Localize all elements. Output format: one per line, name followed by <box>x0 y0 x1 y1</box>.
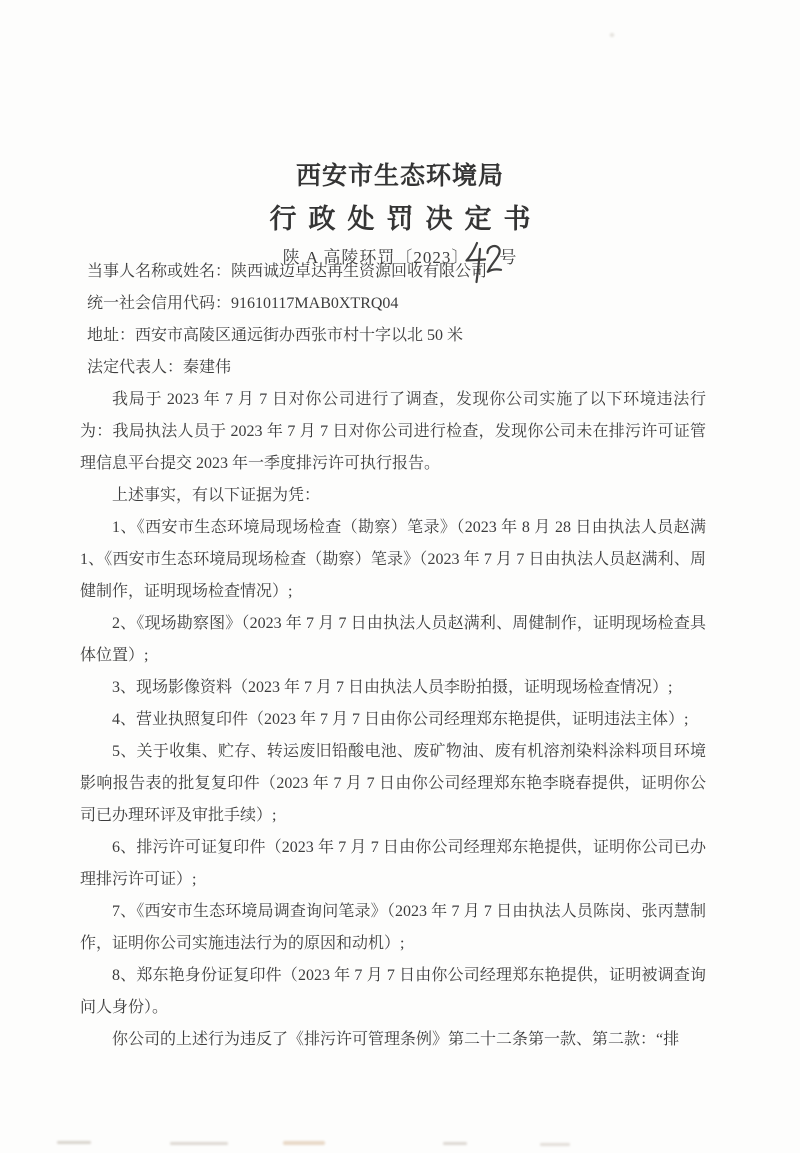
legal-representative-field <box>80 352 706 384</box>
scan-artifact <box>57 1141 91 1144</box>
field-value: 西安市高陵区通远街办西张市村十字以北 50 米 <box>135 327 464 344</box>
scan-artifact <box>540 1143 570 1146</box>
field-label: 当事人名称或姓名： <box>87 263 232 280</box>
credit-code-field <box>80 288 706 320</box>
paragraph-investigation-findings: 我局于 2023 年 7 月 7 日对你公司进行了调查，发现你公司实施了以下环境违法行为：我局执法人员于 2023 年 7 月 7 日对你公司进行检查，发现你公司未在排污许可证管理信息平台提交 2023 年一季度排污许可执行报告。 <box>80 391 706 472</box>
scan-artifact <box>443 1142 467 1145</box>
document-title: 行政处罚决定书 <box>269 204 543 234</box>
scan-artifact <box>170 1142 228 1145</box>
field-value: 陕西诚迈卓达再生资源回收有限公司 <box>231 263 488 280</box>
paragraph-violation-clause: 你公司的上述行为违反了《排污许可管理条例》第二十二条第一款、第二款：“排 <box>112 1031 680 1048</box>
field-value: 91610117MAB0XTRQ04 <box>231 295 399 312</box>
field-label: 统一社会信用代码： <box>87 295 232 312</box>
issuer-title: 西安市生态环境局 <box>295 163 504 190</box>
address-field <box>80 320 706 352</box>
evidence-item-3: 3、现场影像资料（2023 年 7 月 7 日由执法人员李盼拍摄，证明现场检查情况）; <box>112 679 673 696</box>
scan-artifact <box>283 1141 325 1145</box>
evidence-item-8: 8、郑东艳身份证复印件（2023 年 7 月 7 日由你公司经理郑东艳提供，证明被调查询问人身份）。 <box>80 967 706 1016</box>
evidence-item-2: 2、《现场勘察图》（2023 年 7 月 7 日由执法人员赵满利、周健制作，证明现场检查具体位置）; <box>80 615 706 664</box>
document-number-prefix: 陕 A 高陵环罚〔2023〕 <box>282 248 470 267</box>
paragraph-evidence-intro: 上述事实，有以下证据为凭： <box>112 487 321 504</box>
evidence-item-5: 5、关于收集、贮存、转运废旧铅酸电池、废矿物油、废有机溶剂染料涂料项目环境影响报告表的批复复印件（2023 年 7 月 7 日由你公司经理郑东艳李晓春提供，证明你公司已办理环评及审批手续）; <box>80 743 706 824</box>
document-body <box>80 256 706 1056</box>
scan-artifact <box>610 33 614 37</box>
evidence-item-4: 4、营业执照复印件（2023 年 7 月 7 日由你公司经理郑东艳提供，证明违法主体）; <box>112 711 689 728</box>
field-value: 秦建伟 <box>183 359 232 376</box>
evidence-item-6: 6、排污许可证复印件（2023 年 7 月 7 日由你公司经理郑东艳提供，证明你公司已办理排污许可证）; <box>80 839 706 888</box>
field-label: 地址： <box>87 327 136 344</box>
document-number-suffix: 号 <box>499 248 518 267</box>
evidence-item-1: 1、《西安市生态环境局现场检查（勘察）笔录》（2023 年 8 月 28 日由执法人员赵满 1、《西安市生态环境局现场检查（勘察）笔录》（2023 年 7 月 7 日由执法人员赵满利、周健制作，证明现场检查情况）; <box>80 519 706 600</box>
party-name-field <box>80 256 706 288</box>
evidence-item-7: 7、《西安市生态环境局调查询问笔录》（2023 年 7 月 7 日由执法人员陈岗、张丙慧制作，证明你公司实施违法行为的原因和动机）; <box>80 903 706 952</box>
field-label: 法定代表人： <box>87 359 184 376</box>
